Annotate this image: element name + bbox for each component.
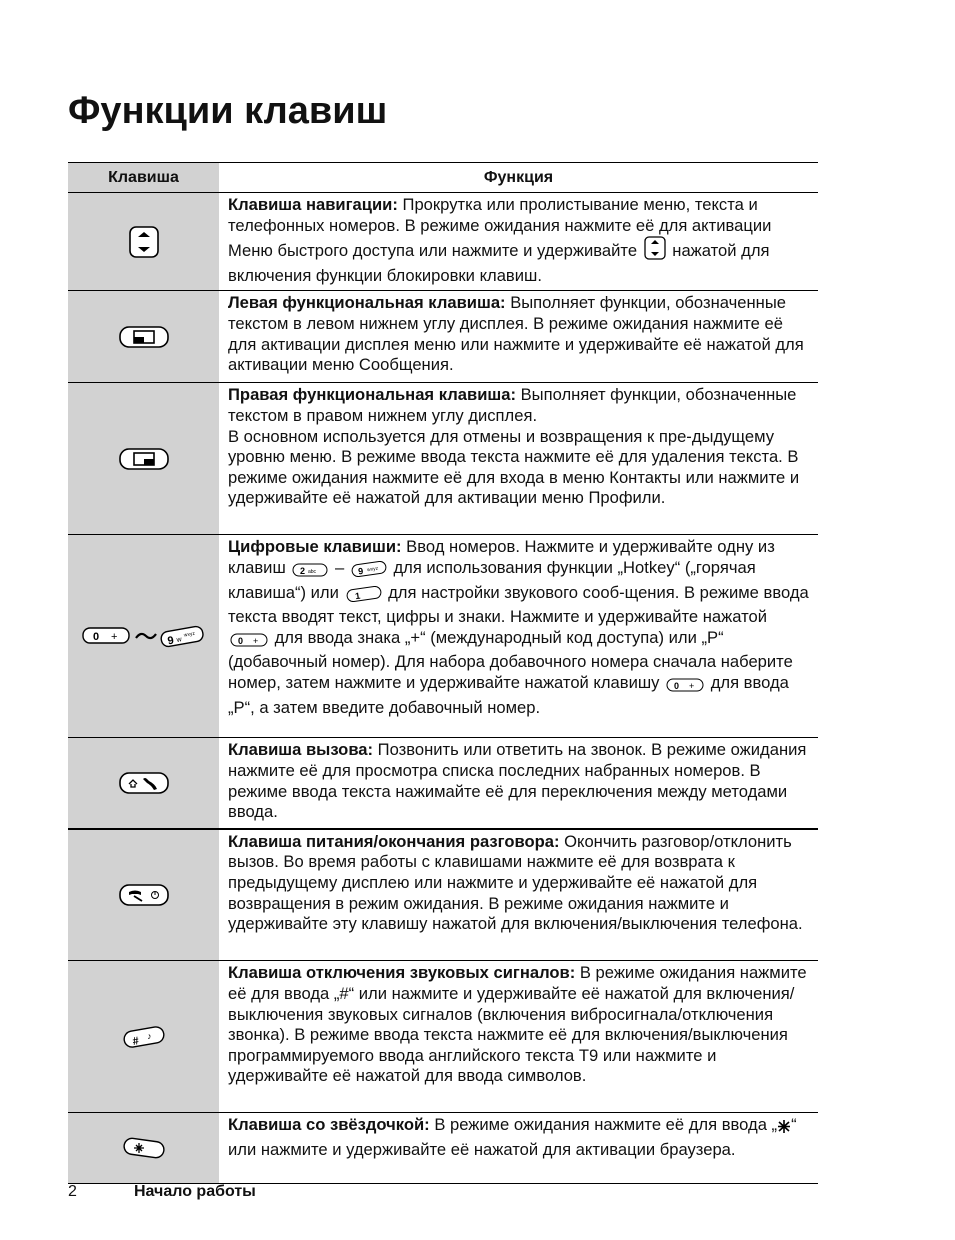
function-description [219,961,818,1113]
key-9-icon [351,561,387,583]
key-cell [68,829,219,961]
svg-text:9: 9 [357,565,364,577]
column-header-key: Клавиша [68,163,219,193]
description-text: Ввод номеров. Нажмите и удерживайте одну из клавиш [228,537,775,577]
table-row [68,535,818,738]
power-end-key-icon [119,884,169,906]
svg-text:0: 0 [92,631,99,644]
section-title: Начало работы [134,1183,256,1200]
key-cell [68,291,219,383]
key-cell [68,738,219,829]
key-name: Клавиша навигации: [228,195,398,214]
numeric-keys-icon [81,623,207,649]
function-description [219,1113,818,1184]
key-cell [68,1113,219,1184]
description-text: В режиме ожидания нажмите её для ввода „#“ или нажмите и удерживайте её нажатой для включения/выключения звуковых сигналов (включения вибросигнала/отключения звонка). В режиме ввода текста нажмите её для включения/выключения программируемого ввода английского текста T9 или нажмите и удерживайте её нажатой для ввода символов. [228,963,807,1086]
silent-key-icon [122,1025,166,1049]
table-row [68,193,818,291]
svg-text:abc: abc [308,568,317,575]
table-row [68,291,818,383]
svg-text:#: # [131,1034,140,1048]
key-name: Клавиша отключения звуковых сигналов: [228,963,576,983]
key-name: Левая функциональная клавиша: [228,293,506,313]
key-name: Клавиша со звёздочкой: [228,1115,430,1135]
key-cell [68,961,219,1113]
call-key-icon [119,772,169,794]
svg-text:+: + [110,631,117,644]
navigation-key-icon [128,226,160,258]
page-number: 2 [68,1183,77,1200]
key-cell [68,383,219,535]
table-row [68,961,818,1113]
svg-text:+: + [253,635,259,646]
function-description [219,193,818,291]
description-text: В режиме ожидания нажмите её для ввода „ [429,1115,778,1135]
function-description [219,291,818,383]
description-text: для использования функции „Hotkey“ („горячая клавиша“) или [228,557,756,602]
description-text: Прокрутка или пролистывание меню, текста и телефонных номеров. В режиме ожидания нажмите её для активации Меню быстрого доступа или нажмите и удерживайте [228,195,772,261]
svg-text:9: 9 [166,634,175,648]
key-0-icon [666,677,704,698]
key-functions-table [68,162,818,1184]
description-text: Позвонить или ответить на звонок. В режиме ожидания нажмите её для просмотра списка последних набранных номеров. В режиме ввода текста нажимайте её для переключения между методами ввода. [228,740,807,822]
table-header-row [68,163,818,193]
key-2-icon [292,562,328,583]
key-cell [68,193,219,291]
svg-text:+: + [689,680,695,691]
function-description [219,738,818,829]
right-softkey-icon [119,448,169,470]
svg-text:w: w [175,636,182,645]
key-name: Клавиша питания/окончания разговора: [228,831,560,851]
description-text: нажатой для включения функции блокировки клавиш. [228,241,770,285]
key-name: Цифровые клавиши: [228,537,402,557]
svg-text:1: 1 [354,590,361,601]
table-row [68,383,818,535]
description-text: В основном используется для отмены и возвращения к пре-дыдущему уровню меню. В режиме ввода текста нажмите её для удаления текста. В режиме ожидания нажмите её для входа в меню Контакты или нажмите и удерживайте её нажатой для активации меню Профили. [228,426,800,508]
key-1-icon [346,586,382,608]
asterisk-icon [777,1118,791,1140]
svg-text:0: 0 [674,680,680,691]
description-text: Выполняет функции, обозначенные текстом в правом нижнем углу дисплея. [228,385,797,425]
key-name: Правая функциональная клавиша: [228,385,516,405]
key-name: Клавиша вызова: [228,740,374,760]
key-0-icon [230,632,268,653]
description-text: для ввода знака „+“ (международный код доступа) или „P“ (добавочный номер). Для набора добавочного номера сначала наберите номер, затем нажмите и удерживайте нажатой клавишу [228,627,793,692]
svg-text:wxyz: wxyz [182,631,195,639]
description-text: для ввода „P“, а затем введите добавочный номер. [228,672,789,717]
description-text: для настройки звукового сооб-щения. В режиме ввода текста вводят текст, цифры и знаки. Нажмите и удерживайте нажатой [228,582,809,627]
svg-text:wxyz: wxyz [366,565,379,574]
description-text: “ или нажмите и удерживайте её нажатой для активации браузера. [228,1115,797,1159]
navigation-key-icon [644,236,666,266]
page-title: Функции клавиш [68,90,388,132]
table-row [68,829,818,961]
star-key-icon [122,1136,166,1160]
svg-text:♪: ♪ [145,1030,152,1042]
function-description [219,829,818,961]
svg-text:2: 2 [300,565,306,576]
svg-text:0: 0 [238,635,244,646]
table-row [68,738,818,829]
description-text: Выполняет функции, обозначенные текстом в левом нижнем углу дисплея. В режиме ожидания нажмите её для активации дисплея меню или нажмите и удерживайте её нажатой для активации меню Сообщения. [228,293,804,375]
left-softkey-icon [119,326,169,348]
column-header-function: Функция [219,163,818,193]
key-cell [68,535,219,738]
function-description [219,383,818,535]
table-row [68,1113,818,1184]
function-description [219,535,818,738]
description-text: – [330,557,349,577]
description-text: Окончить разговор/отклонить вызов. Во время работы с клавишами нажмите её для возврата к предыдущему дисплею или нажмите и удерживайте её нажатой для возвращения в режим ожидания. В режиме ожидания нажмите и удерживайте эту клавишу нажатой для включения/выключения телефона. [228,831,803,934]
